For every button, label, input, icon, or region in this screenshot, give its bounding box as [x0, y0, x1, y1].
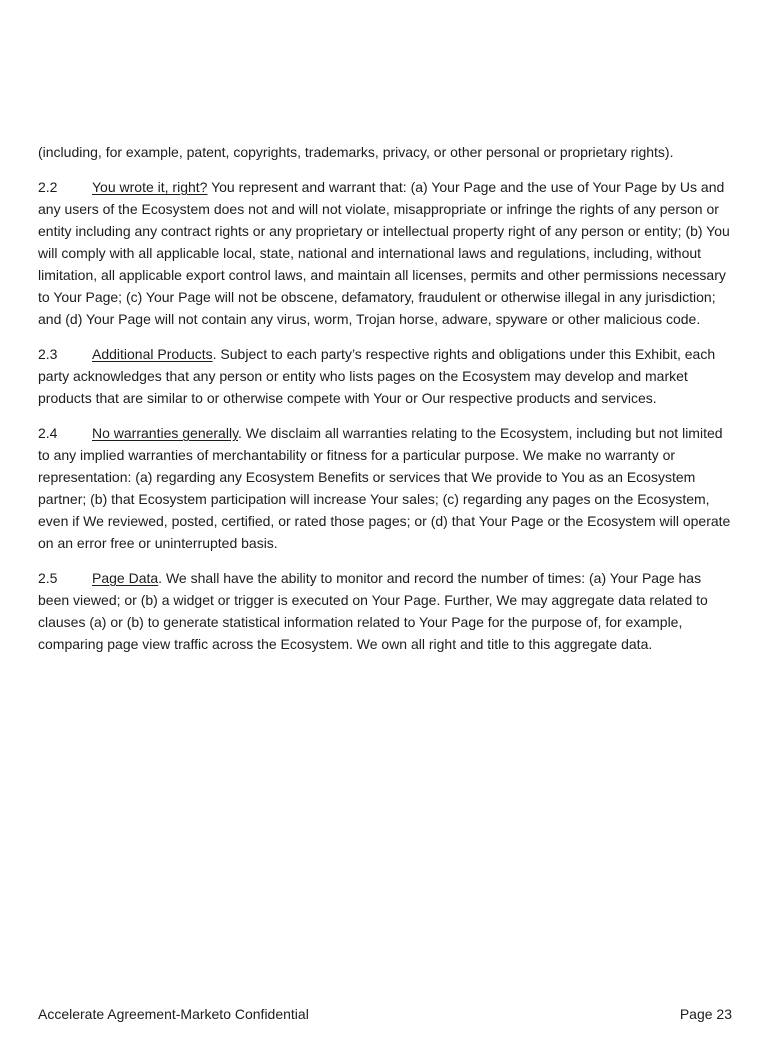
section-2-4 — [38, 422, 732, 554]
section-body: You represent and warrant that: (a) Your Page and the use of Your Page by Us and any users of the Ecosystem does not and will not violate, misappropriate or infringe the rights of any person or entity including any contract rights or any proprietary or intellectual property right of any person or entity; (b) You will comply with all applicable local, state, national and international laws and regulations, including, without limitation, all applicable export control laws, and maintain all licenses, permits and other permissions necessary to Your Page; (c) Your Page will not be obscene, defamatory, fraudulent or otherwise illegal in any jurisdiction; and (d) Your Page will not contain any virus, worm, Trojan horse, adware, spyware or other malicious code. — [38, 179, 730, 327]
section-2-3 — [38, 343, 732, 409]
intro-paragraph: (including, for example, patent, copyrights, trademarks, privacy, or other personal or proprietary rights). — [38, 144, 674, 160]
section-body: . We disclaim all warranties relating to the Ecosystem, including but not limited to any implied warranties of merchantability or fitness for a particular purpose. We make no warranty or representation: (a) regarding any Ecosystem Benefits or services that We provide to You as an Ecosystem partner; (b) that Ecosystem participation will increase Your sales; (c) regarding any pages on the Ecosystem, even if We reviewed, posted, certified, or rated those pages; or (d) that Your Page or the Ecosystem will operate on an error free or uninterrupted basis. — [38, 425, 731, 551]
section-number: 2.4 — [38, 425, 58, 441]
page-footer — [38, 1003, 732, 1025]
section-heading: No warranties generally — [92, 425, 239, 441]
footer-page-number: Page 23 — [679, 1006, 732, 1022]
section-number: 2.3 — [38, 346, 58, 362]
section-heading: Page Data — [92, 570, 159, 586]
section-heading: Additional Products — [92, 346, 213, 362]
section-body: . Subject to each party’s respective rights and obligations under this Exhibit, each party acknowledges that any person or entity who lists pages on the Ecosystem may develop and market products that are similar to or otherwise compete with Your or Our respective products and services. — [38, 346, 716, 406]
footer-document-title: Accelerate Agreement-Marketo Confidential — [38, 1006, 309, 1022]
section-2-5 — [38, 567, 732, 655]
section-2-2 — [38, 176, 732, 330]
document-page — [38, 141, 732, 668]
section-heading: You wrote it, right? — [92, 179, 208, 195]
section-number: 2.5 — [38, 570, 58, 586]
section-number: 2.2 — [38, 179, 58, 195]
section-body: . We shall have the ability to monitor and record the number of times: (a) Your Page has been viewed; or (b) a widget or trigger is executed on Your Page. Further, We may aggregate data related to clauses (a) or (b) to generate statistical information related to Your Page for the purpose of, for example, comparing page view traffic across the Ecosystem. We own all right and title to this aggregate data. — [38, 570, 708, 652]
